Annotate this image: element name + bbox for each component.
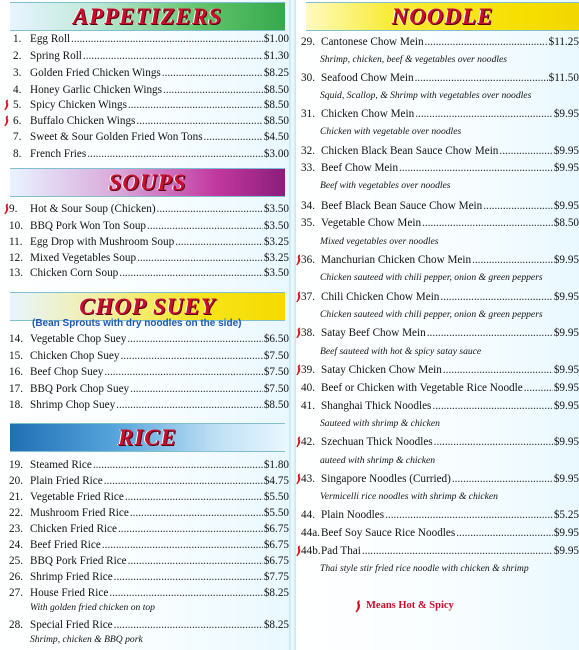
pepper-icon	[3, 99, 10, 111]
left-column	[0, 0, 289, 650]
item-price: $3.00	[263, 148, 289, 160]
item-name: Sweet & Sour Golden Fried Won Tons	[30, 131, 203, 143]
dot-leader	[128, 97, 263, 113]
item-price: $9.95	[553, 108, 579, 120]
item-price: $9.95	[553, 400, 579, 412]
dot-leader	[71, 31, 263, 47]
item-number: 24.	[9, 539, 23, 551]
item-price: $5.50	[263, 491, 289, 503]
item-price: $8.50	[263, 99, 289, 111]
noodle-row	[301, 289, 579, 305]
dot-leader	[432, 398, 552, 414]
dot-leader	[415, 106, 553, 122]
item-number: 2.	[13, 50, 22, 62]
dot-leader	[137, 250, 263, 266]
noodle-banner	[306, 2, 579, 31]
item-number: 8.	[13, 148, 22, 160]
noodle-title: NOODLE	[391, 3, 494, 29]
pepper-icon	[3, 115, 10, 127]
noodle-row	[301, 434, 579, 450]
item-name: Plain Fried Rice	[30, 475, 103, 487]
item-price: $1.00	[263, 33, 289, 45]
noodle-row	[301, 362, 579, 378]
item-name: Beef Fried Rice	[30, 539, 101, 551]
rice-row	[9, 569, 289, 585]
item-number: 6.	[13, 115, 22, 127]
item-name: Beef Black Bean Sauce Chow Mein	[321, 200, 483, 212]
item-price: $3.50	[263, 203, 289, 215]
item-number: 42.	[301, 436, 315, 448]
dot-leader	[443, 362, 553, 378]
dot-leader	[204, 129, 263, 145]
rice-row	[9, 473, 289, 489]
item-name: Pad Thai	[321, 545, 361, 557]
appetizer-row	[13, 65, 289, 81]
dot-leader	[452, 471, 553, 487]
item-name: Vegetable Fried Rice	[30, 491, 124, 503]
item-number: 23.	[9, 523, 23, 535]
chop-suey-title: CHOP SUEY	[79, 293, 216, 319]
appetizer-row	[13, 31, 289, 47]
item-number: 1.	[13, 33, 22, 45]
soup-row	[9, 265, 289, 281]
item-number: 28.	[9, 619, 23, 631]
soup-row	[9, 201, 289, 217]
item-price: $7.50	[263, 350, 289, 362]
item-name: Mushroom Fried Rice	[30, 507, 129, 519]
item-price: $9.95	[553, 436, 579, 448]
item-price: $7.50	[263, 383, 289, 395]
appetizer-row	[13, 146, 289, 162]
item-price: $11.25	[548, 36, 579, 48]
item-name: Chicken Chop Suey	[30, 350, 120, 362]
item-price: $6.75	[263, 555, 289, 567]
item-price: $11.50	[548, 72, 579, 84]
chop-suey-row	[9, 381, 289, 397]
item-number: 39.	[301, 364, 315, 376]
item-name: Chicken Fried Rice	[30, 523, 117, 535]
item-number: 38.	[301, 327, 315, 339]
item-price: $3.25	[263, 236, 289, 248]
rice-row	[9, 585, 289, 601]
item-price: $9.95	[553, 145, 579, 157]
item-price: $1.30	[263, 50, 289, 62]
item-name: Shrimp Chop Suey	[30, 399, 116, 411]
dot-leader	[362, 543, 553, 559]
item-name: Singapore Noodles (Curried)	[321, 473, 451, 485]
dot-leader	[147, 218, 263, 234]
rice-row	[9, 537, 289, 553]
item-price: $9.95	[553, 291, 579, 303]
item-price: $8.50	[263, 399, 289, 411]
appetizer-row	[13, 97, 289, 113]
rice-row	[9, 553, 289, 569]
rice-row	[9, 521, 289, 537]
item-number: 27.	[9, 587, 23, 599]
pepper-icon	[3, 203, 10, 215]
item-number: 14.	[9, 333, 23, 345]
item-number: 34.	[301, 200, 315, 212]
dot-leader	[456, 525, 553, 541]
item-number: 44a.	[301, 527, 320, 539]
dot-leader	[385, 507, 553, 523]
noodle-row	[301, 525, 579, 541]
item-number: 30.	[301, 72, 315, 84]
rice-row	[9, 617, 289, 633]
pepper-icon	[296, 327, 302, 339]
dot-leader	[104, 364, 262, 380]
dot-leader	[128, 553, 263, 569]
item-number: 12.	[9, 252, 23, 264]
dot-leader	[83, 48, 263, 64]
item-price: $4.50	[263, 131, 289, 143]
chop-suey-row	[9, 348, 289, 364]
item-description: Mixed vegetables over noodles	[320, 236, 439, 247]
item-number: 44b.	[301, 545, 321, 557]
item-name: Chicken Black Bean Sauce Chow Mein	[321, 145, 499, 157]
dot-leader	[109, 585, 263, 601]
dot-leader	[130, 381, 263, 397]
item-price: $8.25	[263, 619, 289, 631]
item-description: Beef sauteed with hot & spicy satay sauce	[320, 346, 482, 357]
item-name: BBQ Pork Fried Rice	[30, 555, 127, 567]
item-number: 25.	[9, 555, 23, 567]
item-price: $8.25	[263, 587, 289, 599]
item-price: $9.95	[553, 254, 579, 266]
item-name: Buffalo Chicken Wings	[30, 115, 136, 127]
item-description: Beef with vegetables over noodles	[320, 180, 451, 191]
item-number: 31.	[301, 108, 315, 120]
chop-suey-row	[9, 364, 289, 380]
noodle-row	[301, 160, 579, 176]
item-name: Szechuan Thick Noodles	[321, 436, 433, 448]
item-number: 7.	[13, 131, 22, 143]
noodle-row	[301, 471, 579, 487]
noodle-row	[301, 543, 579, 559]
item-description: Sauteed with shrimp & chicken	[320, 418, 440, 429]
item-name: Egg Roll	[30, 33, 71, 45]
item-price: $8.50	[263, 84, 289, 96]
dot-leader	[175, 234, 263, 250]
item-name: Honey Garlic Chicken Wings	[30, 84, 163, 96]
item-price: $9.95	[553, 327, 579, 339]
item-number: 16.	[9, 366, 23, 378]
item-number: 43.	[301, 473, 315, 485]
dot-leader	[114, 569, 263, 585]
item-number: 3.	[13, 67, 22, 79]
dot-leader	[422, 215, 553, 231]
dot-leader	[415, 70, 548, 86]
item-number: 44.	[301, 509, 315, 521]
noodle-row	[301, 143, 579, 159]
appetizer-row	[13, 113, 289, 129]
right-column	[296, 0, 579, 650]
item-price: $9.95	[553, 200, 579, 212]
dot-leader	[163, 82, 263, 98]
item-name: Shrimp Fried Rice	[30, 571, 113, 583]
item-name: Vegetable Chow Mein	[321, 217, 422, 229]
soup-row	[9, 250, 289, 266]
dot-leader	[399, 160, 553, 176]
item-description: Shrimp, chicken & BBQ pork	[30, 634, 143, 645]
item-name: Spicy Chicken Wings	[30, 99, 127, 111]
chop-suey-row	[9, 331, 289, 347]
noodle-row	[301, 34, 579, 50]
item-number: 5.	[13, 99, 22, 111]
item-number: 17.	[9, 383, 23, 395]
dot-leader	[114, 617, 263, 633]
item-name: Golden Fried Chicken Wings	[30, 67, 161, 79]
item-price: $8.50	[553, 217, 579, 229]
noodle-row	[301, 106, 579, 122]
noodle-row	[301, 198, 579, 214]
item-name: Manchurian Chicken Chow Mein	[321, 254, 472, 266]
item-name: Hot & Sour Soup (Chicken)	[30, 203, 156, 215]
appetizer-row	[13, 82, 289, 98]
item-number: 32.	[301, 145, 315, 157]
item-price: $3.50	[263, 220, 289, 232]
item-description: Squid, Scallop, & Shrimp with vegetables over noodles	[320, 90, 532, 101]
chop-suey-note: (Bean Sprouts with dry noodles on the side)	[32, 318, 242, 329]
dot-leader	[425, 34, 548, 50]
dot-leader	[157, 201, 263, 217]
item-description: Vermicelli rice noodles with shrimp & chicken	[320, 491, 498, 502]
dot-leader	[93, 457, 263, 473]
soup-row	[9, 234, 289, 250]
column-divider	[289, 0, 296, 650]
item-number: 35.	[301, 217, 315, 229]
noodle-row	[301, 70, 579, 86]
item-name: Satay Chicken Chow Mein	[321, 364, 442, 376]
noodle-row	[301, 507, 579, 523]
item-name: Chicken Chow Mein	[321, 108, 415, 120]
item-number: 41.	[301, 400, 315, 412]
item-description: Chicken sauteed with chili pepper, onion & green peppers	[320, 272, 543, 283]
item-price: $9.95	[553, 382, 579, 394]
noodle-row	[301, 398, 579, 414]
item-price: $4.75	[263, 475, 289, 487]
pepper-icon	[296, 473, 302, 485]
item-price: $9.95	[553, 162, 579, 174]
item-name: Chicken Corn Soup	[30, 267, 119, 279]
noodle-row	[301, 252, 579, 268]
pepper-icon	[296, 545, 302, 557]
soups-banner	[10, 168, 285, 197]
item-number: 15.	[9, 350, 23, 362]
item-number: 40.	[301, 382, 315, 394]
item-number: 20.	[9, 475, 23, 487]
appetizers-banner	[10, 2, 285, 31]
item-name: Mixed Vegetables Soup	[30, 252, 137, 264]
dot-leader	[118, 521, 263, 537]
item-price: $9.95	[553, 364, 579, 376]
item-number: 22.	[9, 507, 23, 519]
item-number: 11.	[9, 236, 23, 248]
item-name: Beef Chop Suey	[30, 366, 104, 378]
dot-leader	[104, 473, 263, 489]
dot-leader	[440, 289, 552, 305]
rice-row	[9, 489, 289, 505]
soups-title: SOUPS	[108, 169, 187, 195]
item-name: Steamed Rice	[30, 459, 92, 471]
dot-leader	[524, 380, 553, 396]
item-description: Chicken sauteed with chili pepper, onion & green peppers	[320, 309, 543, 320]
item-description: auteed with shrimp & chicken	[320, 455, 436, 466]
item-name: Beef or Chicken with Vegetable Rice Noodle	[321, 382, 523, 394]
rice-row	[9, 457, 289, 473]
item-price: $5.25	[553, 509, 579, 521]
dot-leader	[434, 434, 553, 450]
item-number: 10.	[9, 220, 23, 232]
item-name: Beef Soy Sauce Rice Noodles	[321, 527, 456, 539]
dot-leader	[125, 489, 263, 505]
item-name: BBQ Pork Won Ton Soup	[30, 220, 147, 232]
item-price: $3.25	[263, 252, 289, 264]
dot-leader	[87, 146, 263, 162]
item-price: $6.50	[263, 333, 289, 345]
item-price: $7.50	[263, 366, 289, 378]
item-name: Egg Drop with Mushroom Soup	[30, 236, 175, 248]
item-name: Beef Chow Mein	[321, 162, 399, 174]
item-name: Satay Beef Chow Mein	[321, 327, 426, 339]
item-name: Plain Noodles	[321, 509, 385, 521]
item-number: 4.	[13, 84, 22, 96]
item-price: $3.50	[263, 267, 289, 279]
item-price: $6.75	[263, 523, 289, 535]
item-number: 13.	[9, 267, 23, 279]
item-number: 21.	[9, 491, 23, 503]
item-price: $1.80	[263, 459, 289, 471]
dot-leader	[499, 143, 552, 159]
item-description: With golden fried chicken on top	[30, 602, 155, 613]
item-price: $9.95	[553, 527, 579, 539]
noodle-row	[301, 325, 579, 341]
item-number: 26.	[9, 571, 23, 583]
dot-leader	[427, 325, 553, 341]
item-price: $8.25	[263, 67, 289, 79]
item-description: Thai style stir fried rice noodle with chicken & shrimp	[320, 563, 529, 574]
item-number: 9.	[9, 203, 18, 215]
pepper-icon	[296, 254, 302, 266]
chop-suey-banner	[10, 292, 285, 321]
item-name: Seafood Chow Mein	[321, 72, 414, 84]
item-name: Spring Roll	[30, 50, 82, 62]
item-name: Vegetable Chop Suey	[30, 333, 127, 345]
dot-leader	[136, 113, 262, 129]
item-number: 33.	[301, 162, 315, 174]
dot-leader	[119, 265, 263, 281]
item-description: Shrimp, chicken, beef & vegetables over noodles	[320, 54, 508, 65]
item-description: Chicken with vegetable over noodles	[320, 126, 462, 137]
dot-leader	[483, 198, 553, 214]
item-number: 36.	[301, 254, 315, 266]
item-price: $7.75	[263, 571, 289, 583]
dot-leader	[472, 252, 553, 268]
legend-text: Means Hot & Spicy	[366, 600, 454, 611]
item-name: Cantonese Chow Mein	[321, 36, 424, 48]
item-price: $6.75	[263, 539, 289, 551]
soup-row	[9, 218, 289, 234]
item-number: 19.	[9, 459, 23, 471]
dot-leader	[116, 397, 263, 413]
item-number: 18.	[9, 399, 23, 411]
dot-leader	[130, 505, 263, 521]
dot-leader	[162, 65, 263, 81]
item-number: 37.	[301, 291, 315, 303]
item-price: $9.95	[553, 473, 579, 485]
item-name: BBQ Pork Chop Suey	[30, 383, 130, 395]
item-name: Special Fried Rice	[30, 619, 113, 631]
item-name: House Fried Rice	[30, 587, 109, 599]
pepper-icon	[296, 364, 302, 376]
noodle-row	[301, 215, 579, 231]
item-name: Shanghai Thick Noodles	[321, 400, 432, 412]
dot-leader	[121, 348, 263, 364]
item-name: French Fries	[30, 148, 87, 160]
item-name: Chili Chicken Chow Mein	[321, 291, 440, 303]
noodle-row	[301, 380, 579, 396]
dot-leader	[127, 331, 263, 347]
item-number: 29.	[301, 36, 315, 48]
item-price: $8.50	[263, 115, 289, 127]
appetizer-row	[13, 129, 289, 145]
dot-leader	[102, 537, 263, 553]
pepper-icon	[296, 436, 302, 448]
item-price: $9.95	[553, 545, 579, 557]
pepper-icon	[296, 291, 302, 303]
chop-suey-row	[9, 397, 289, 413]
rice-title: RICE	[118, 424, 177, 450]
item-price: $5.50	[263, 507, 289, 519]
rice-row	[9, 505, 289, 521]
pepper-icon	[354, 600, 362, 613]
appetizers-title: APPETIZERS	[72, 3, 223, 29]
rice-banner	[10, 423, 285, 452]
appetizer-row	[13, 48, 289, 64]
